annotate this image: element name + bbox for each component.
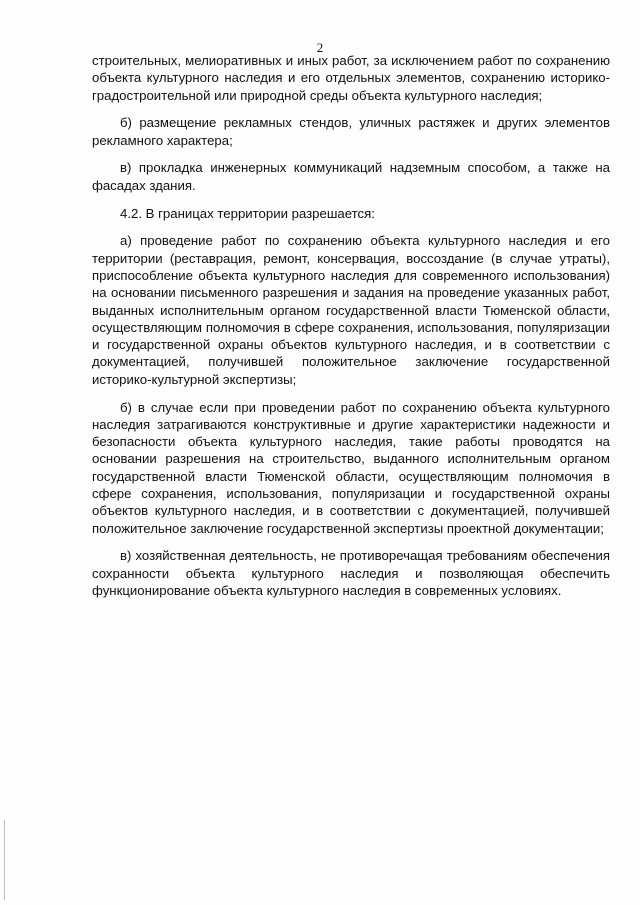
paragraph-continuation: строительных, мелиоративных и иных работ, за исключением работ по сохранению объекта культурного наследия и его отдельных элементов, сохранению историко-градостроительной или природной среды объекта культурного наследия; — [92, 53, 610, 103]
paragraph-item-b-advertising: б) размещение рекламных стендов, уличных растяжек и других элементов рекламного характера; — [92, 115, 610, 148]
document-body — [92, 52, 610, 599]
paragraph-section-4-2-heading: 4.2. В границах территории разрешается: — [120, 205, 375, 221]
scan-edge-line — [4, 820, 5, 900]
page-number: 2 — [316, 40, 324, 55]
paragraph-item-a-preservation-works: а) проведение работ по сохранению объекта культурного наследия и его территории (реставрация, ремонт, консервация, воссоздание (в случае утраты), приспособление объекта культурного наследия для современного использования) на основании письменного разрешения и задания на проведение указанных работ, выданных исполнительным органом государственной власти Тюменской области, осуществляющим полномочия в сфере сохранения, использования, популяризации и государственной охраны объектов культурного наследия, и в соответствии с документацией, получившей положительное заключение государственной историко-культурной экспертизы; — [92, 233, 610, 387]
paragraph-item-v-communications: в) прокладка инженерных коммуникаций надземным способом, а также на фасадах здания. — [92, 160, 610, 193]
paragraph-item-b-construction-permit: б) в случае если при проведении работ по сохранению объекта культурного наследия затрагиваются конструктивные и другие характеристики надежности и безопасности объекта культурного наследия, такие работы проводятся на основании разрешения на строительство, выданного исполнительным органом государственной власти Тюменской области, осуществляющим полномочия в сфере сохранения, использования, популяризации и государственной охраны объектов культурного наследия, и в соответствии с документацией, получившей положительное заключение государственной экспертизы проектной документации; — [92, 399, 610, 536]
paragraph-item-v-economic-activity: в) хозяйственная деятельность, не противоречащая требованиям обеспечения сохранности объекта культурного наследия и позволяющая обеспечить функционирование объекта культурного наследия в современных условиях. — [92, 548, 610, 599]
